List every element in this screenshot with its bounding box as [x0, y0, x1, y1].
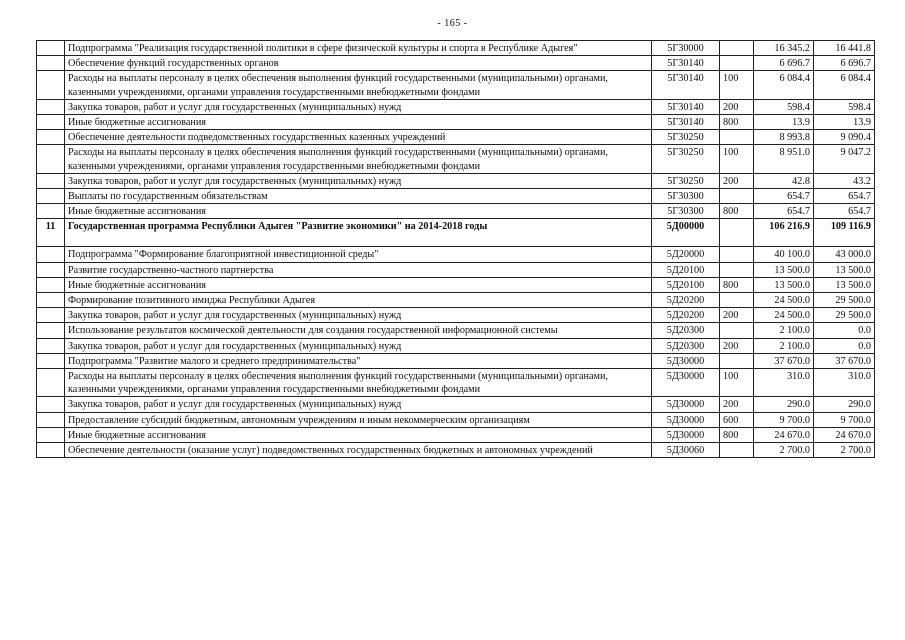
row-number-cell [37, 427, 65, 442]
target-code-cell: 5Д30000 [652, 369, 720, 397]
table-row [37, 56, 875, 71]
row-number-cell [37, 115, 65, 130]
table-row [37, 262, 875, 277]
target-code-cell: 5Г30300 [652, 204, 720, 219]
target-code-cell: 5Г30300 [652, 189, 720, 204]
amount-year-2-cell: 6 696.7 [814, 56, 875, 71]
amount-year-2-cell: 290.0 [814, 397, 875, 412]
budget-table [36, 40, 875, 458]
expense-type-cell: 800 [720, 204, 754, 219]
amount-year-2-cell: 16 441.8 [814, 41, 875, 56]
row-number-cell [37, 338, 65, 353]
item-name-cell: Иные бюджетные ассигнования [65, 277, 652, 292]
item-name-cell: Закупка товаров, работ и услуг для государственных (муниципальных) нужд [65, 99, 652, 114]
expense-type-cell [720, 189, 754, 204]
table-row [37, 204, 875, 219]
table-row [37, 293, 875, 308]
target-code-cell: 5Д30000 [652, 412, 720, 427]
row-number-cell [37, 247, 65, 262]
expense-type-cell [720, 293, 754, 308]
item-name-cell: Закупка товаров, работ и услуг для государственных (муниципальных) нужд [65, 338, 652, 353]
target-code-cell: 5Д00000 [652, 219, 720, 247]
row-number-cell [37, 353, 65, 368]
expense-type-cell: 800 [720, 277, 754, 292]
item-name-cell: Расходы на выплаты персоналу в целях обеспечения выполнения функций государственными (муниципальными) органами, казенными учреждениями, органами управления государственными внебюджетными фондами [65, 71, 652, 99]
amount-year-2-cell: 29 500.0 [814, 293, 875, 308]
row-number-cell [37, 41, 65, 56]
expense-type-cell: 100 [720, 369, 754, 397]
table-row [37, 369, 875, 397]
item-name-cell: Обеспечение деятельности подведомственных государственных казенных учреждений [65, 130, 652, 145]
expense-type-cell: 200 [720, 397, 754, 412]
amount-year-2-cell: 654.7 [814, 204, 875, 219]
target-code-cell: 5Д20100 [652, 262, 720, 277]
table-row [37, 338, 875, 353]
amount-year-2-cell: 598.4 [814, 99, 875, 114]
amount-year-2-cell: 0.0 [814, 323, 875, 338]
item-name-cell: Использование результатов космической деятельности для создания государственной информационной системы [65, 323, 652, 338]
target-code-cell: 5Д30060 [652, 443, 720, 458]
amount-year-2-cell: 9 090.4 [814, 130, 875, 145]
expense-type-cell: 200 [720, 308, 754, 323]
expense-type-cell: 200 [720, 173, 754, 188]
row-number-cell [37, 204, 65, 219]
table-row [37, 247, 875, 262]
amount-year-2-cell: 310.0 [814, 369, 875, 397]
amount-year-2-cell: 29 500.0 [814, 308, 875, 323]
target-code-cell: 5Д20300 [652, 338, 720, 353]
amount-year-2-cell: 6 084.4 [814, 71, 875, 99]
row-number-cell [37, 189, 65, 204]
target-code-cell: 5Д30000 [652, 397, 720, 412]
table-row [37, 219, 875, 247]
expense-type-cell [720, 353, 754, 368]
target-code-cell: 5Г30140 [652, 56, 720, 71]
target-code-cell: 5Д30000 [652, 353, 720, 368]
item-name-cell: Иные бюджетные ассигнования [65, 427, 652, 442]
expense-type-cell: 100 [720, 71, 754, 99]
target-code-cell: 5Д20300 [652, 323, 720, 338]
target-code-cell: 5Д20200 [652, 308, 720, 323]
target-code-cell: 5Д30000 [652, 427, 720, 442]
row-number-cell [37, 262, 65, 277]
target-code-cell: 5Д20000 [652, 247, 720, 262]
amount-year-1-cell: 654.7 [754, 204, 814, 219]
row-number-cell [37, 145, 65, 173]
table-row [37, 427, 875, 442]
amount-year-2-cell: 109 116.9 [814, 219, 875, 247]
amount-year-1-cell: 8 951.0 [754, 145, 814, 173]
amount-year-1-cell: 37 670.0 [754, 353, 814, 368]
budget-table-body [37, 41, 875, 458]
table-row [37, 277, 875, 292]
row-number-cell [37, 277, 65, 292]
amount-year-1-cell: 13 500.0 [754, 262, 814, 277]
table-row [37, 353, 875, 368]
row-number-cell [37, 71, 65, 99]
amount-year-1-cell: 13 500.0 [754, 277, 814, 292]
row-number-cell [37, 323, 65, 338]
table-row [37, 115, 875, 130]
expense-type-cell [720, 41, 754, 56]
table-row [37, 308, 875, 323]
row-number-cell [37, 130, 65, 145]
item-name-cell: Выплаты по государственным обязательствам [65, 189, 652, 204]
item-name-cell: Государственная программа Республики Адыгея "Развитие экономики" на 2014-2018 годы [65, 219, 652, 247]
amount-year-1-cell: 2 100.0 [754, 338, 814, 353]
item-name-cell: Развитие государственно-частного партнерства [65, 262, 652, 277]
amount-year-2-cell: 43 000.0 [814, 247, 875, 262]
amount-year-1-cell: 598.4 [754, 99, 814, 114]
amount-year-2-cell: 43.2 [814, 173, 875, 188]
item-name-cell: Подпрограмма "Развитие малого и среднего предпринимательства" [65, 353, 652, 368]
expense-type-cell: 600 [720, 412, 754, 427]
item-name-cell: Обеспечение деятельности (оказание услуг) подведомственных государственных бюджетных и автономных учреждений [65, 443, 652, 458]
amount-year-1-cell: 2 700.0 [754, 443, 814, 458]
expense-type-cell: 200 [720, 338, 754, 353]
amount-year-2-cell: 2 700.0 [814, 443, 875, 458]
table-row [37, 41, 875, 56]
expense-type-cell: 800 [720, 115, 754, 130]
page-number: - 165 - [437, 18, 468, 29]
item-name-cell: Предоставление субсидий бюджетным, автономным учреждениям и иным некоммерческим организациям [65, 412, 652, 427]
amount-year-1-cell: 16 345.2 [754, 41, 814, 56]
row-number-cell [37, 397, 65, 412]
table-row [37, 71, 875, 99]
amount-year-2-cell: 9 047.2 [814, 145, 875, 173]
amount-year-1-cell: 106 216.9 [754, 219, 814, 247]
target-code-cell: 5Г30250 [652, 130, 720, 145]
amount-year-1-cell: 290.0 [754, 397, 814, 412]
table-row [37, 173, 875, 188]
expense-type-cell: 200 [720, 99, 754, 114]
expense-type-cell [720, 247, 754, 262]
amount-year-1-cell: 310.0 [754, 369, 814, 397]
target-code-cell: 5Г30250 [652, 145, 720, 173]
target-code-cell: 5Д20100 [652, 277, 720, 292]
row-number-cell [37, 412, 65, 427]
amount-year-2-cell: 654.7 [814, 189, 875, 204]
item-name-cell: Подпрограмма "Формирование благоприятной инвестиционной среды" [65, 247, 652, 262]
target-code-cell: 5Г30140 [652, 99, 720, 114]
amount-year-1-cell: 6 696.7 [754, 56, 814, 71]
amount-year-1-cell: 24 500.0 [754, 293, 814, 308]
target-code-cell: 5Г30140 [652, 115, 720, 130]
amount-year-2-cell: 13.9 [814, 115, 875, 130]
item-name-cell: Иные бюджетные ассигнования [65, 115, 652, 130]
amount-year-1-cell: 654.7 [754, 189, 814, 204]
item-name-cell: Иные бюджетные ассигнования [65, 204, 652, 219]
table-row [37, 189, 875, 204]
row-number-cell [37, 173, 65, 188]
table-row [37, 443, 875, 458]
item-name-cell: Закупка товаров, работ и услуг для государственных (муниципальных) нужд [65, 397, 652, 412]
item-name-cell: Закупка товаров, работ и услуг для государственных (муниципальных) нужд [65, 308, 652, 323]
expense-type-cell [720, 219, 754, 247]
item-name-cell: Обеспечение функций государственных органов [65, 56, 652, 71]
amount-year-1-cell: 24 670.0 [754, 427, 814, 442]
target-code-cell: 5Г30250 [652, 173, 720, 188]
row-number-cell [37, 308, 65, 323]
amount-year-1-cell: 40 100.0 [754, 247, 814, 262]
amount-year-1-cell: 2 100.0 [754, 323, 814, 338]
amount-year-1-cell: 6 084.4 [754, 71, 814, 99]
expense-type-cell [720, 443, 754, 458]
expense-type-cell: 800 [720, 427, 754, 442]
amount-year-2-cell: 37 670.0 [814, 353, 875, 368]
table-row [37, 130, 875, 145]
amount-year-2-cell: 13 500.0 [814, 262, 875, 277]
amount-year-2-cell: 9 700.0 [814, 412, 875, 427]
table-row [37, 323, 875, 338]
row-number-cell: 11 [37, 219, 65, 247]
target-code-cell: 5Д20200 [652, 293, 720, 308]
item-name-cell: Расходы на выплаты персоналу в целях обеспечения выполнения функций государственными (муниципальными) органами, казенными учреждениями, органами управления государственными внебюджетными фондами [65, 145, 652, 173]
row-number-cell [37, 56, 65, 71]
amount-year-1-cell: 13.9 [754, 115, 814, 130]
amount-year-2-cell: 24 670.0 [814, 427, 875, 442]
expense-type-cell [720, 56, 754, 71]
target-code-cell: 5Г30000 [652, 41, 720, 56]
amount-year-2-cell: 0.0 [814, 338, 875, 353]
expense-type-cell [720, 130, 754, 145]
item-name-cell: Расходы на выплаты персоналу в целях обеспечения выполнения функций государственными (муниципальными) органами, казенными учреждениями, органами управления государственными внебюджетными фондами [65, 369, 652, 397]
amount-year-1-cell: 9 700.0 [754, 412, 814, 427]
row-number-cell [37, 443, 65, 458]
expense-type-cell: 100 [720, 145, 754, 173]
table-row [37, 145, 875, 173]
expense-type-cell [720, 262, 754, 277]
table-row [37, 412, 875, 427]
expense-type-cell [720, 323, 754, 338]
target-code-cell: 5Г30140 [652, 71, 720, 99]
row-number-cell [37, 293, 65, 308]
item-name-cell: Подпрограмма "Реализация государственной политики в сфере физической культуры и спорта в Республике Адыгея" [65, 41, 652, 56]
row-number-cell [37, 99, 65, 114]
table-row [37, 397, 875, 412]
table-row [37, 99, 875, 114]
item-name-cell: Закупка товаров, работ и услуг для государственных (муниципальных) нужд [65, 173, 652, 188]
row-number-cell [37, 369, 65, 397]
amount-year-1-cell: 24 500.0 [754, 308, 814, 323]
amount-year-2-cell: 13 500.0 [814, 277, 875, 292]
item-name-cell: Формирование позитивного имиджа Республики Адыгея [65, 293, 652, 308]
amount-year-1-cell: 42.8 [754, 173, 814, 188]
amount-year-1-cell: 8 993.8 [754, 130, 814, 145]
